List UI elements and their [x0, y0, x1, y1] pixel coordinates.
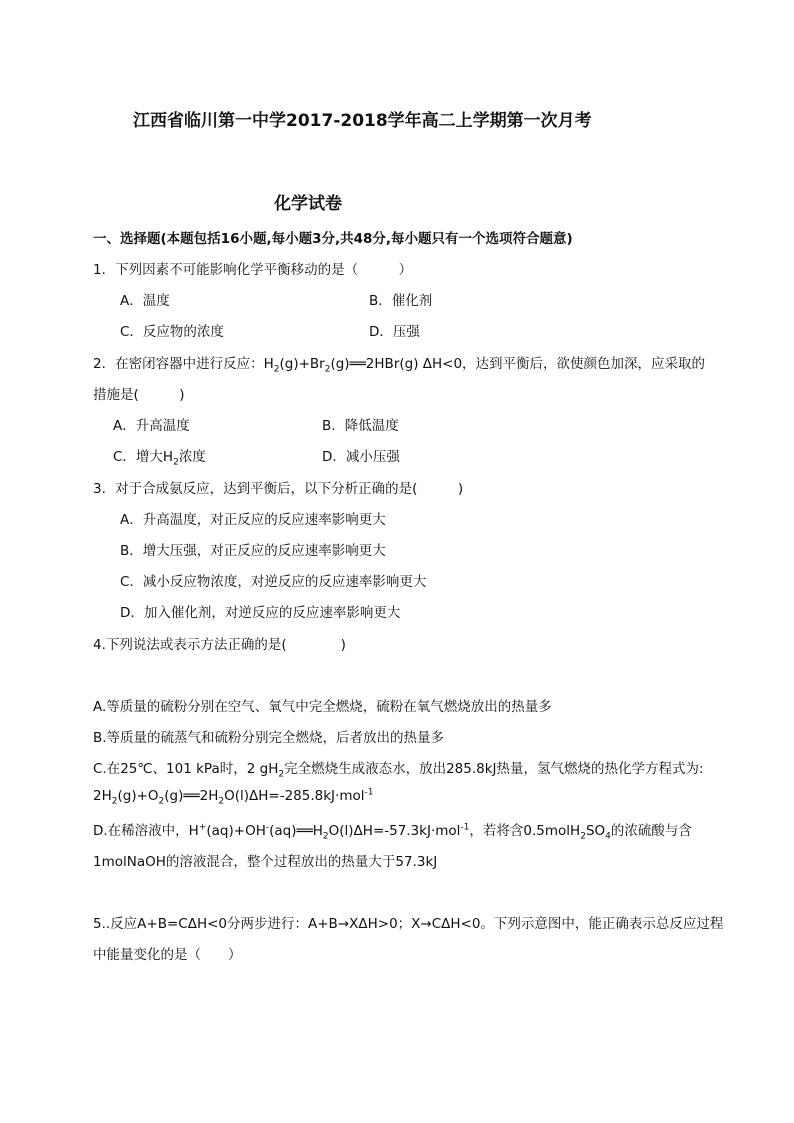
- question-3-option-a: A．升高温度，对正反应的反应速率影响更大: [120, 512, 386, 528]
- q4c-text-a: C.在25℃、101 kPa时，2 gH: [93, 761, 279, 777]
- q4c2-b: (g)+O: [117, 788, 159, 804]
- q4c2-sub3: 2: [218, 796, 225, 807]
- exam-title: 江西省临川第一中学2017-2018学年高二上学期第一次月考: [133, 111, 592, 131]
- question-1-option-c: C．反应物的浓度: [120, 324, 224, 340]
- q2-option-c-suffix: 浓度: [178, 449, 206, 465]
- q4c2-sub2: 2: [158, 796, 165, 807]
- question-5-stem-line1: 5..反应A+B=CΔH<0分两步进行：A+B→XΔH>0；X→CΔH<0。下列示意图中，能正确表示总反应过程: [93, 916, 724, 932]
- question-4-option-b: B.等质量的硫蒸气和硫粉分别完全燃烧，后者放出的热量多: [93, 730, 445, 746]
- q4d-f: SO: [585, 823, 606, 839]
- question-3-stem: 3．对于合成氨反应，达到平衡后，以下分析正确的是( ): [93, 481, 464, 497]
- question-4-option-d-line1: [93, 819, 692, 842]
- subject-title: 化学试卷: [274, 194, 342, 214]
- q4d-sup-neg1: -1: [460, 822, 470, 833]
- question-2-stem: [93, 352, 706, 375]
- question-2-option-c: [113, 445, 206, 468]
- question-3-option-b: B．增大压强，对正反应的反应速率影响更大: [120, 543, 386, 559]
- q2-stem-rest: (g)══2HBr(g) ΔH<0，达到平衡后，欲使颜色加深，应采取的: [330, 356, 706, 372]
- question-2-option-d: D．减小压强: [322, 449, 400, 465]
- q4c2-d: O(l)ΔH=-285.8kJ·mol: [224, 788, 365, 804]
- q4d-sub4: 4: [605, 831, 611, 842]
- q2-stem-mid: (g)+Br: [279, 356, 325, 372]
- q4d-sub2b: 2: [580, 831, 586, 842]
- question-1-option-d: D．压强: [369, 324, 420, 340]
- question-4-option-a: A.等质量的硫粉分别在空气、氧气中完全燃烧，硫粉在氧气燃烧放出的热量多: [93, 699, 552, 715]
- q4d-sup-minus: -: [265, 822, 270, 833]
- q4d-e: ，若将含0.5molH: [469, 823, 581, 839]
- question-5-stem-line2: 中能量变化的是（ ）: [93, 947, 242, 963]
- q4c-text-b: 完全燃烧生成液态水，放出285.8kJ热量，氢气燃烧的热化学方程式为:: [284, 761, 704, 777]
- question-4-stem: 4.下列说法或表示方法正确的是( ): [93, 637, 346, 653]
- q4c2-a: 2H: [93, 788, 112, 804]
- q2-sub-2a: 2: [273, 364, 280, 375]
- question-2-option-b: B．降低温度: [322, 418, 399, 434]
- q4d-g: 的浓硫酸与含: [610, 823, 692, 839]
- question-3-option-c: C．减小反应物浓度，对逆反应的反应速率影响更大: [120, 574, 427, 590]
- question-1-stem: 1．下列因素不可能影响化学平衡移动的是（ ）: [93, 262, 413, 278]
- q4d-a: D.在稀溶液中，H: [93, 823, 199, 839]
- q4c-sub: 2: [278, 769, 285, 780]
- question-4-option-c-line2: [93, 787, 374, 807]
- q2-option-c-prefix: C．增大H: [113, 449, 174, 465]
- q4c2-sup: -1: [364, 787, 374, 798]
- q4c2-sub1: 2: [111, 796, 118, 807]
- question-3-option-d: D．加入催化剂，对逆反应的反应速率影响更大: [120, 605, 401, 621]
- q2-option-c-sub: 2: [173, 457, 179, 468]
- q4d-c: (aq)══H: [269, 823, 323, 839]
- q4d-sup-plus: +: [198, 822, 207, 833]
- question-4-option-c-line1: [93, 757, 704, 780]
- q4d-d: O(l)ΔH=-57.3kJ·mol: [328, 823, 461, 839]
- question-1-option-b: B．催化剂: [369, 293, 433, 309]
- q4d-b: (aq)+OH: [206, 823, 266, 839]
- section-heading: 一、选择题(本题包括16小题,每小题3分,共48分,每小题只有一个选项符合题意): [93, 231, 573, 247]
- question-2-option-a: A．升高温度: [113, 418, 190, 434]
- question-4-option-d-line2: 1molNaOH的溶液混合，整个过程放出的热量大于57.3kJ: [93, 854, 438, 870]
- q2-stem-prefix: 2．在密闭容器中进行反应：H: [93, 356, 274, 372]
- question-2-stem-line2: 措施是( ): [93, 387, 185, 403]
- q4c2-c: (g)══2H: [164, 788, 219, 804]
- question-1-option-a: A．温度: [120, 293, 170, 309]
- q4d-sub2a: 2: [322, 831, 329, 842]
- q2-sub-2b: 2: [324, 364, 331, 375]
